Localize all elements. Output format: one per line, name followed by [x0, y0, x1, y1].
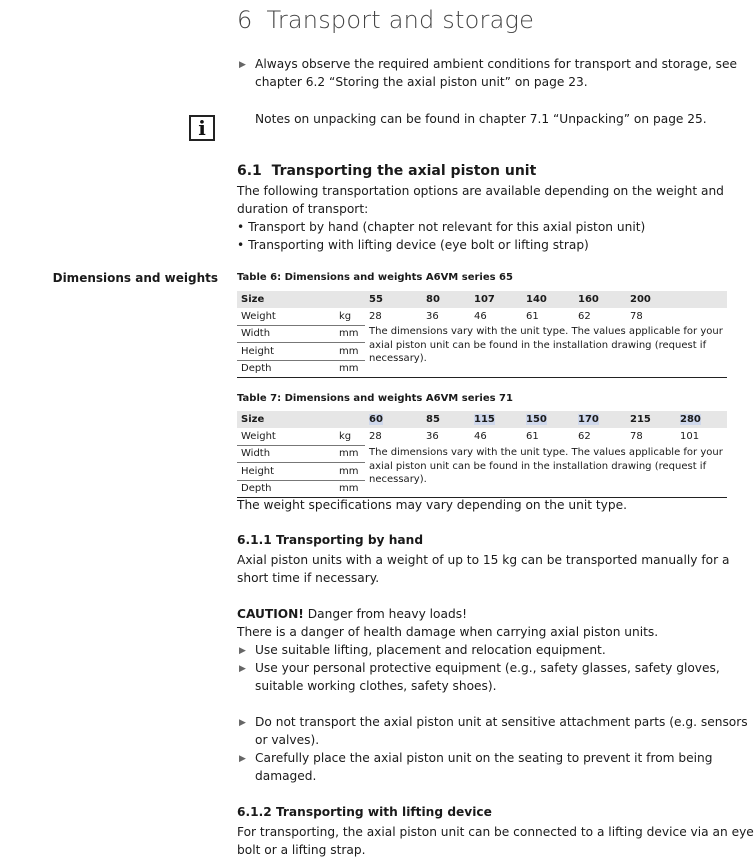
section-6-1-line-2: duration of transport:: [237, 202, 369, 216]
weight-unit: kg: [335, 428, 365, 445]
triangle-bullet-icon: ▶: [239, 664, 246, 674]
table-6-caption: Table 6: Dimensions and weights A6VM series 65: [237, 272, 513, 283]
caution-title: Danger from heavy loads!: [303, 607, 467, 621]
section-6-1-heading: [237, 163, 536, 179]
size-cell: [470, 411, 522, 428]
info-note: Notes on unpacking can be found in chapter 7.1 “Unpacking” on page 25.: [255, 112, 707, 126]
table-6-size-row: [237, 291, 727, 308]
section-6-1-number: 6.1: [237, 163, 262, 179]
size-cell: [626, 411, 676, 428]
size-cell: [422, 411, 470, 428]
section-6-1-2-line-2: bolt or a lifting strap.: [237, 843, 366, 857]
row-unit: mm: [335, 463, 365, 481]
size-value: 85: [426, 414, 440, 425]
section-6-1-2-heading: 6.1.2 Transporting with lifting device: [237, 805, 492, 819]
caution-heading: [237, 605, 467, 623]
weight-cell: 46: [474, 311, 487, 322]
weight-note: The weight specifications may vary depending on the unit type.: [237, 498, 627, 512]
handling-bullet-1-line-1: Do not transport the axial piston unit at sensitive attachment parts (e.g. sensors: [255, 715, 748, 729]
triangle-bullet-icon: ▶: [239, 718, 246, 728]
handling-bullet-2-line-1: Carefully place the axial piston unit on the seating to prevent it from being: [255, 751, 713, 765]
section-6-1-1-line-1: Axial piston units with a weight of up to 15 kg can be transported manually for a: [237, 553, 730, 567]
size-cell: [574, 411, 626, 428]
handling-bullet-1-line-2: or valves).: [255, 733, 320, 747]
size-cell: 200: [626, 291, 727, 308]
row-label: Depth: [237, 480, 335, 498]
table-6-note-line: axial piston unit can be found in the installation drawing (request if: [369, 339, 707, 351]
size-value: 115: [474, 414, 495, 425]
triangle-bullet-icon: ▶: [239, 754, 246, 764]
intro-bullet-line-2: chapter 6.2 “Storing the axial piston unit” on page 23.: [255, 75, 588, 89]
weight-label: Weight: [237, 308, 335, 325]
chapter-number: 6: [237, 6, 253, 34]
weight-cell: 101: [680, 431, 700, 442]
size-cell: [365, 411, 422, 428]
weight-cell: 61: [526, 431, 539, 442]
row-label: Depth: [237, 360, 335, 378]
size-cell: 107: [470, 291, 522, 308]
table-6-weight-row: [237, 308, 727, 325]
info-icon: i: [189, 115, 215, 141]
weight-cell: 28: [369, 311, 382, 322]
size-cell: [676, 411, 727, 428]
size-label: Size: [237, 291, 335, 308]
section-6-1-line-1: The following transportation options are available depending on the weight and: [237, 184, 724, 198]
weight-label: Weight: [237, 428, 335, 445]
size-cell: 55: [365, 291, 422, 308]
weight-cell: 62: [578, 431, 591, 442]
size-cell: 160: [574, 291, 626, 308]
triangle-bullet-icon: ▶: [239, 646, 246, 656]
weight-cell: 36: [426, 431, 439, 442]
size-cell: [522, 411, 574, 428]
transport-option-1: • Transport by hand (chapter not relevant for this axial piston unit): [237, 220, 646, 234]
table-7-caption: Table 7: Dimensions and weights A6VM series 71: [237, 393, 513, 404]
caution-text: There is a danger of health damage when carrying axial piston units.: [237, 625, 659, 639]
weight-cell: 78: [630, 431, 643, 442]
caution-bullet-2-line-1: Use your personal protective equipment (e.g., safety glasses, safety gloves,: [255, 661, 720, 675]
triangle-bullet-icon: ▶: [239, 60, 246, 70]
weight-cell: 78: [630, 311, 643, 322]
row-unit: mm: [335, 343, 365, 361]
table-7-note: [369, 446, 723, 487]
weight-unit: kg: [335, 308, 365, 325]
caution-bullet-2-line-2: suitable working clothes, safety shoes).: [255, 679, 497, 693]
size-cell: 80: [422, 291, 470, 308]
table-7-weight-row: [237, 428, 727, 445]
side-label-dimensions: Dimensions and weights: [52, 271, 218, 285]
section-6-1-2-line-1: For transporting, the axial piston unit can be connected to a lifting device via an eye: [237, 825, 754, 839]
weight-cell: 61: [526, 311, 539, 322]
table-7-note-line: axial piston unit can be found in the installation drawing (request if: [369, 460, 707, 472]
row-label: Width: [237, 445, 335, 463]
size-value: 215: [630, 414, 651, 425]
size-value: 280: [680, 414, 701, 425]
section-6-1-1-heading: 6.1.1 Transporting by hand: [237, 533, 424, 547]
row-unit: mm: [335, 360, 365, 378]
weight-cell: 28: [369, 431, 382, 442]
table-7-note-line: The dimensions vary with the unit type. The values applicable for your: [369, 447, 723, 458]
table-7-note-line: necessary).: [369, 474, 427, 485]
size-value: 170: [578, 414, 599, 425]
intro-bullet-line-1: Always observe the required ambient conditions for transport and storage, see: [255, 57, 737, 71]
handling-bullet-2-line-2: damaged.: [255, 769, 317, 783]
row-unit: mm: [335, 325, 365, 343]
table-6-note-line: The dimensions vary with the unit type. The values applicable for your: [369, 326, 723, 337]
chapter-heading: [237, 6, 534, 34]
row-label: Width: [237, 325, 335, 343]
size-label: Size: [237, 411, 335, 428]
chapter-title: Transport and storage: [266, 6, 535, 34]
row-label: Height: [237, 463, 335, 481]
table-6-note-line: necessary).: [369, 353, 427, 364]
caution-label: CAUTION!: [237, 607, 304, 621]
row-unit: mm: [335, 480, 365, 498]
row-label: Height: [237, 343, 335, 361]
section-6-1-title: Transporting the axial piston unit: [271, 163, 537, 179]
transport-option-2: • Transporting with lifting device (eye bolt or lifting strap): [237, 238, 589, 252]
table-6-note: [369, 325, 723, 366]
table-7-size-row: [237, 411, 727, 428]
caution-bullet-1: Use suitable lifting, placement and relocation equipment.: [255, 643, 606, 657]
size-value: 150: [526, 414, 547, 425]
size-value: 60: [369, 414, 383, 425]
section-6-1-1-line-2: short time if necessary.: [237, 571, 380, 585]
size-cell: 140: [522, 291, 574, 308]
row-unit: mm: [335, 445, 365, 463]
weight-cell: 46: [474, 431, 487, 442]
weight-cell: 62: [578, 311, 591, 322]
weight-cell: 36: [426, 311, 439, 322]
